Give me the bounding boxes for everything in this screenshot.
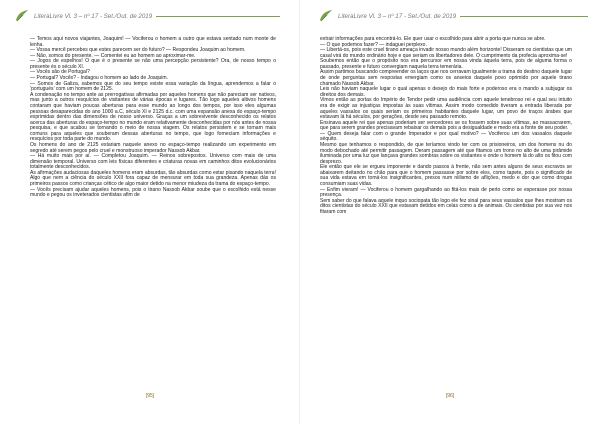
left-page-header-rule <box>156 16 280 17</box>
right-page <box>300 0 600 424</box>
right-paragraph: Soubemos então que o propósito nos era percursor em nossa vinda àquela terra, pois de alguma forma o passado, presente e futuro convergiam naquela terra temerária. <box>320 58 572 70</box>
right-page-header-rule <box>460 16 588 17</box>
left-paragraph: — Temos aqui novos viajantes, Joaquim! — Vociferou o homem a outro que estava sentado num monte de lenha. <box>30 36 276 48</box>
left-page-number <box>0 393 300 399</box>
right-paragraph: extrair informações para encontrá-lo. Ele quer usar o escolhido para abrir a porta que nunca se abre. <box>320 36 546 42</box>
right-page-number <box>300 393 600 399</box>
left-page-header <box>14 9 280 23</box>
right-paragraph: Assim partimos buscando compreender os laços que nos cerravam igualmente a trama do destino daquele lugar de onde perguntas sem respostas emergiam como os anseios daquele povo oprimido por aquele tirano chamado Nassob Akbar. <box>320 69 572 87</box>
left-paragraph: — Vossa mercê percebes que estes parecem ser do futuro? — Respondeu Joaquim ao homem. <box>30 47 246 54</box>
right-page-body <box>320 37 572 216</box>
left-page-body <box>30 37 276 199</box>
right-paragraph: Ensinava aquele rei que apenas poderiam ser vencedores se os fossem sobre suas vítimas, ao massacrarem, que para serem grandes precisavam rebaixar os demais pois a desigualdade e medo era a fonte de seu poder. <box>320 119 572 132</box>
left-paragraph: Os homens do ano de 2125 estariam naquele anexo no espaço-tempo realizando um experimento em segredo até serem pegos pelo cruel e monstruoso imperador Nassob Akbar. <box>30 141 276 154</box>
left-paragraph: — Portugal? Vocês? - Indagou o homem ao lado de Joaquim. <box>30 75 169 82</box>
right-paragraph: — O que podemos fazer? — indaguei perplexo. <box>320 41 427 48</box>
right-paragraph: — Quem deseja falar com o grande Imperador e por qual motivo? — Vociferou um dos vassalos daquele séquito. <box>320 130 572 143</box>
right-page-header-text: LiteraLivre Vl. 3 – nº 17 - Set./Out. de 2019 <box>338 12 457 20</box>
left-paragraph: As afirmações audaciosas daqueles homens eram absurdas, tão absurdas como estar pisando naquela terra! Algo que nem a ciência do século XXII fora capaz de mensurar em toda sua grandeza. Apenas dás os primeiros passos como crianças cético de algo maior detido na menor miudeza da trama do espaço-tempo. <box>30 169 276 188</box>
left-paragraph: — Há muito mais por aí. — Completou Joaquim. — Reinos sobrepostos. Universo com mais de uma dimensão temporal. Universo com leis físicas diferentes e criaturas novas em caminhos ditos evolucionários totalmente desconhecidos. <box>30 153 276 171</box>
left-paragraph: — Não, somos do presente. — Comentei eu ao homem ao aproximar-me. <box>30 52 196 59</box>
right-paragraph: — Libertá-os, pois este cruel tirano ameaça invadir nosso mundo além horizonte! Disseram os cientistas que um casal virá do mundo ordinário hoje e que seriam os libertadores dele. O cumprimento da profecia aproxima-se! <box>320 47 572 59</box>
literalivre-logo-icon <box>14 9 30 23</box>
left-paragraph: — Jogos de espelhos! O que é o presente se não uma percepção persistente? Ora, de nosso tempo o presente és o século XI. <box>30 58 276 70</box>
right-paragraph: Vimos então as portas do Império de Tendor pedir uma audiência com aquele tenebroso rei e qual seu intuito era de exigir as injustiças impostas às suas vítimas. Assim modo comedido tiveram a entrada liberada por aqueles vassalos os quais seriam os primeiros habitantes daquele lugar, um povo de traços árabes que estavam lá há séculos, por gerações, desde seu passado remoto. <box>320 97 572 121</box>
literalivre-logo-icon <box>318 9 334 23</box>
right-page-header <box>318 9 588 23</box>
right-paragraph: Leis não haviam naquele lugar o qual apenas o desejo do mais forte e poderoso era o mando a subjugar os direitos dos demais. <box>320 86 572 98</box>
left-paragraph: A condenação no tempo ante as prerrogativas afirmadas por aqueles homens que não pareciam ser nativos, mas junto a outros resquícios de visitantes de várias épocas e lugares. Tão logo aqueles altivos homens contaram que haviam poucas aberturas para esse mundo ao longo dos tempos, por isso eles algumas pessoas desaparecidas do ano 1000 a.C, século XI e 2125 d.c. com uma expansão anexa do espaço-tempo exprimidas dentro das dimensões de nosso universo. Graças a um sobrevivente desconhecido os relatos acerca das aberturas do espaço-tempo no mundo eram relativamente desconhecidas por nós antes de nossa pesquisa, e que acabou se tornando o meio de nossa viagem. Os relatos persistem e se tornam mais comuns para aqueles que souberam dessas aberturas no tempo, que logo forneciam informações e resquícios por toda parte do mundo. <box>30 91 276 143</box>
right-paragraph: Sem saber do que falava aquele inquo sociopata tão logo ele fez sinal para seus vassalos que lhes mostram os ditos cientistas do século XXII que estavam detidos em celas como a de animais. Os cientistas por sua vez nos fitaram com <box>320 197 572 215</box>
left-paragraph: — Vocês precisam ajudar aqueles homens, pois o tirano Nassob Akbar soube que o escolhido está nesse mundo e pegou os inveterados cientistas afim de <box>30 186 276 199</box>
right-page-number-text: [96] <box>445 393 455 399</box>
left-paragraph: — Somos de Galiza, sabemos que do seu tempo existe essa variação da língua, aprendemos a falar o ‘portugués’ com um homem de 2125. <box>30 80 276 93</box>
left-page-number-text: [95] <box>145 393 155 399</box>
right-paragraph: — Enfim vieram! — Vociferou o homem gargalhando ao fitá-los mais de perto como se esperasse por nossa presença. <box>320 186 572 199</box>
left-page-header-text: LiteraLivre Vl. 3 – nº 17 - Set./Out. de 2019 <box>34 12 153 20</box>
right-paragraph: Ele então que ele se ergueu imponente e dando passos à frente, não sem antes alguns de seus escravos se abaixarem deitando no chão para que o homem passasse por sobre eles, como tapete, pois o significado de sua vida estava em tomá-los insignificantes, presos num niilismo de aflições, medo e dor que como drogas consumiam suas vidas. <box>320 164 572 188</box>
right-paragraph: Mesmo que tenhamos o respondido, de que teríamos vindo ter com os prisioneiros, um dos homens nu do modo debochado até permitir passagem. Deram passagem até que fitamos um trono no alto de uma pirâmide iluminada por uma luz que lançava grandes sombras sobre os visitantes e onde o homem lá do alto os fitou com desprezo. <box>320 141 572 165</box>
left-paragraph: — Vocês são de Portugal? <box>30 69 90 76</box>
